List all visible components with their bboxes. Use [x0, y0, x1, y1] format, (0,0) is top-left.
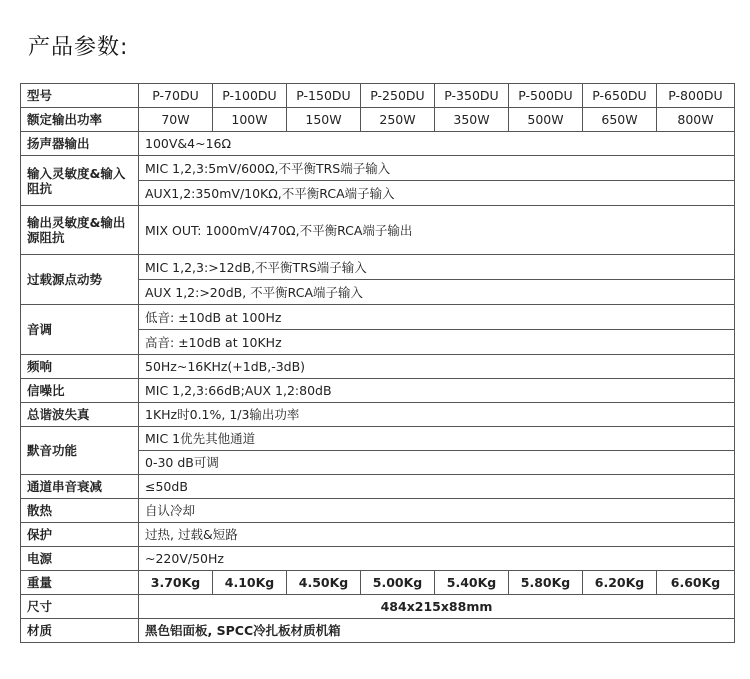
row-weight: [21, 571, 735, 595]
model-cell: P-650DU: [583, 84, 657, 108]
page-title: 产品参数:: [28, 35, 129, 60]
label-speaker: 扬声器输出: [21, 132, 139, 156]
weight-cell: 5.00Kg: [361, 571, 435, 595]
label-material: 材质: [21, 619, 139, 643]
label-freq: 频响: [21, 355, 139, 379]
input-sens-value: AUX1,2:350mV/10KΩ,不平衡RCA端子输入: [139, 181, 735, 206]
model-cell: P-100DU: [213, 84, 287, 108]
row-material: [21, 619, 735, 643]
power-cell: 150W: [287, 108, 361, 132]
tone-value: 高音: ±10dB at 10KHz: [139, 330, 735, 355]
row-freq: [21, 355, 735, 379]
label-input-sens: 输入灵敏度&输入阻抗: [21, 156, 139, 206]
label-cooling: 散热: [21, 499, 139, 523]
model-cell: P-250DU: [361, 84, 435, 108]
power-cell: 500W: [509, 108, 583, 132]
weight-cell: 6.60Kg: [657, 571, 735, 595]
row-cooling: [21, 499, 735, 523]
label-mute: 默音功能: [21, 427, 139, 475]
freq-value: 50Hz~16KHz(+1dB,-3dB): [139, 355, 735, 379]
mute-value: MIC 1优先其他通道: [139, 427, 735, 451]
row-tone: [21, 305, 735, 330]
row-power: [21, 108, 735, 132]
power-cell: 800W: [657, 108, 735, 132]
label-size: 尺寸: [21, 595, 139, 619]
model-cell: P-800DU: [657, 84, 735, 108]
label-snr: 信噪比: [21, 379, 139, 403]
row-input-sens: [21, 156, 735, 181]
weight-cell: 5.80Kg: [509, 571, 583, 595]
input-sens-value: MIC 1,2,3:5mV/600Ω,不平衡TRS端子输入: [139, 156, 735, 181]
protect-value: 过热, 过载&短路: [139, 523, 735, 547]
power-source-value: ~220V/50Hz: [139, 547, 735, 571]
row-thd: [21, 403, 735, 427]
label-thd: 总谐波失真: [21, 403, 139, 427]
overload-value: AUX 1,2:>20dB, 不平衡RCA端子输入: [139, 280, 735, 305]
model-cell: P-500DU: [509, 84, 583, 108]
thd-value: 1KHz时0.1%, 1/3输出功率: [139, 403, 735, 427]
power-cell: 650W: [583, 108, 657, 132]
overload-value: MIC 1,2,3:>12dB,不平衡TRS端子输入: [139, 255, 735, 280]
weight-cell: 4.50Kg: [287, 571, 361, 595]
row-overload: [21, 255, 735, 280]
label-power: 额定输出功率: [21, 108, 139, 132]
output-sens-value: MIX OUT: 1000mV/470Ω,不平衡RCA端子输出: [139, 206, 735, 255]
crosstalk-value: ≤50dB: [139, 475, 735, 499]
material-value: 黑色铝面板, SPCC冷扎板材质机箱: [139, 619, 735, 643]
power-cell: 350W: [435, 108, 509, 132]
weight-cell: 3.70Kg: [139, 571, 213, 595]
model-cell: P-350DU: [435, 84, 509, 108]
weight-cell: 5.40Kg: [435, 571, 509, 595]
row-power-source: [21, 547, 735, 571]
model-cell: P-150DU: [287, 84, 361, 108]
label-crosstalk: 通道串音衰减: [21, 475, 139, 499]
spec-table: [20, 83, 735, 643]
size-value: 484x215x88mm: [139, 595, 735, 619]
row-output-sens: [21, 206, 735, 255]
label-tone: 音调: [21, 305, 139, 355]
cooling-value: 自认冷却: [139, 499, 735, 523]
weight-cell: 4.10Kg: [213, 571, 287, 595]
row-size: [21, 595, 735, 619]
label-model: 型号: [21, 84, 139, 108]
mute-value: 0-30 dB可调: [139, 451, 735, 475]
power-cell: 100W: [213, 108, 287, 132]
row-mute: [21, 427, 735, 451]
row-crosstalk: [21, 475, 735, 499]
label-overload: 过载源点动势: [21, 255, 139, 305]
row-model: [21, 84, 735, 108]
row-speaker: [21, 132, 735, 156]
label-output-sens: 输出灵敏度&输出源阻抗: [21, 206, 139, 255]
power-cell: 70W: [139, 108, 213, 132]
label-weight: 重量: [21, 571, 139, 595]
model-cell: P-70DU: [139, 84, 213, 108]
power-cell: 250W: [361, 108, 435, 132]
row-snr: [21, 379, 735, 403]
weight-cell: 6.20Kg: [583, 571, 657, 595]
label-power-source: 电源: [21, 547, 139, 571]
speaker-value: 100V&4~16Ω: [139, 132, 735, 156]
tone-value: 低音: ±10dB at 100Hz: [139, 305, 735, 330]
snr-value: MIC 1,2,3:66dB;AUX 1,2:80dB: [139, 379, 735, 403]
row-protect: [21, 523, 735, 547]
label-protect: 保护: [21, 523, 139, 547]
